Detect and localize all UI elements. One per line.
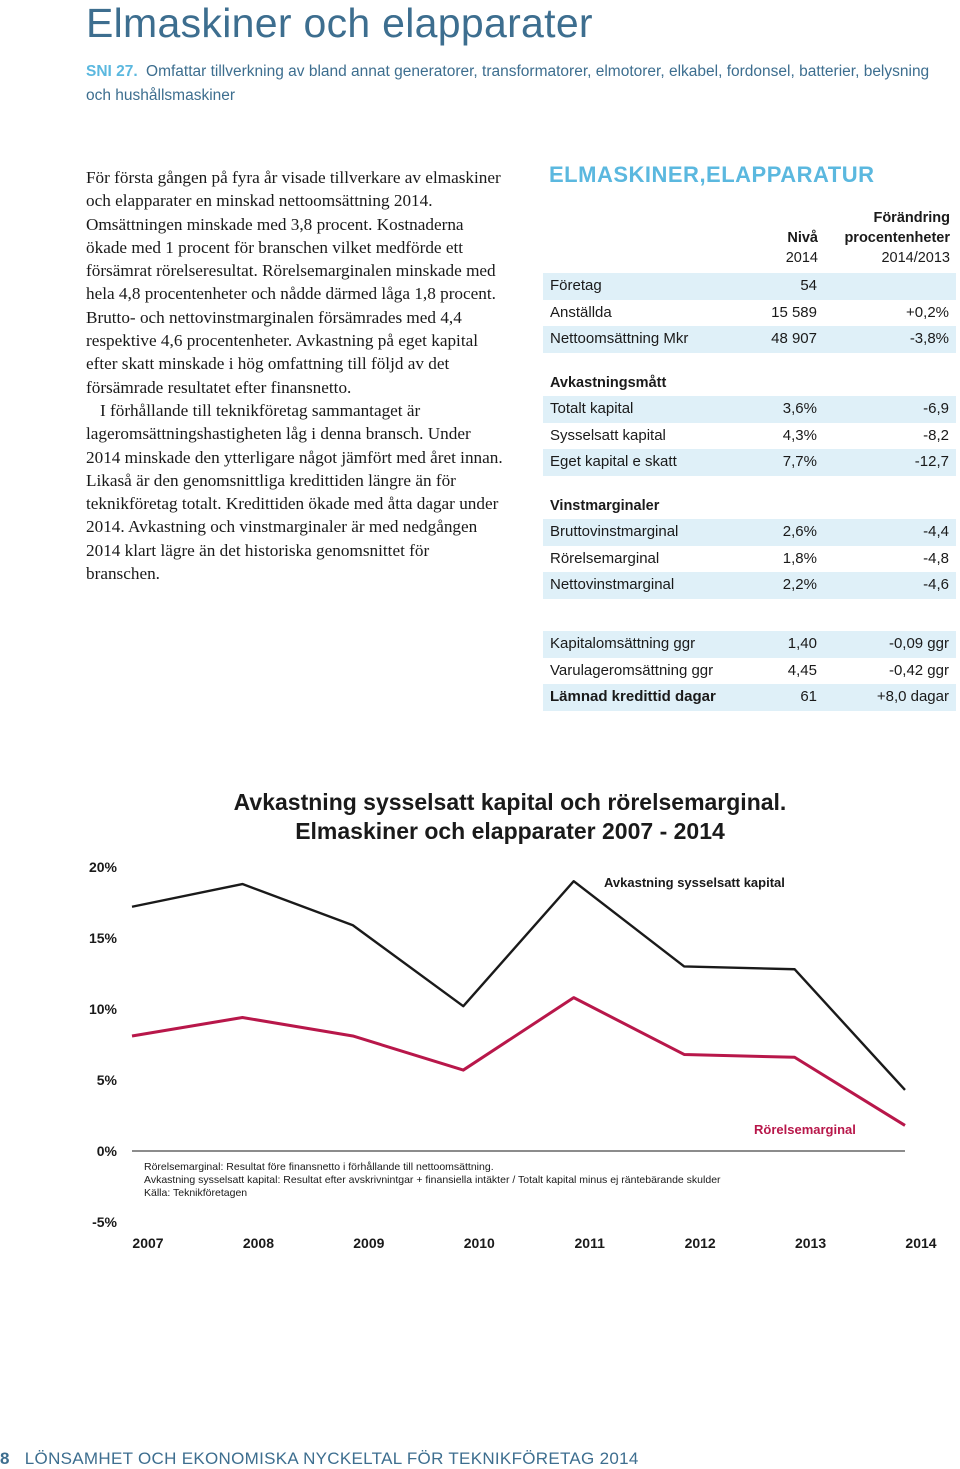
table-row xyxy=(543,423,956,450)
x-tick-label: 2007 xyxy=(132,1235,164,1251)
row-change: -4,8 xyxy=(923,549,949,567)
chart-note-3: Källa: Teknikföretagen xyxy=(144,1187,248,1199)
table-group-1 xyxy=(543,273,956,353)
table-row xyxy=(543,326,956,353)
body-paragraph-1: För första gången på fyra år visade tillverkare av elmaskiner och elapparater en minskad nettoomsättning 2014. Omsättningen minskade med 3,8 procent. Kostnaderna ökade med 1 procent för branschen vilket medförde ett försämrat rörelseresultat. Rörelsemarginalen minskade med hela 4,8 procentenheter och nådde därmed låga 1,8 procent. Brutto- och nettovinstmarginalen försämrades med 4,4 respektive 4,6 procentenheter. Avkastning på eget kapital efter skatt minskade i hög omfattning till följd av det försämrade resultatet efter finansnetto. xyxy=(86,168,501,397)
sni-intro xyxy=(86,60,946,108)
y-tick-label: 0% xyxy=(96,1143,117,1159)
row-label: Företag xyxy=(550,277,602,294)
row-level: 7,7% xyxy=(782,453,817,471)
row-level: 4,3% xyxy=(782,426,817,444)
series-line-operating-margin xyxy=(132,998,905,1126)
table-row xyxy=(543,658,956,685)
row-level: 2,6% xyxy=(782,523,817,540)
series-label-margin: Rörelsemarginal xyxy=(754,1122,856,1137)
x-axis xyxy=(132,1235,936,1251)
table-group-3 xyxy=(543,493,956,599)
series-label-roce: Avkastning sysselsatt kapital xyxy=(604,875,785,890)
y-tick-label: 5% xyxy=(96,1072,117,1088)
chart-title-line1: Avkastning sysselsatt kapital och rörelsemarginal. xyxy=(233,789,787,815)
row-change: -8,2 xyxy=(923,426,949,444)
footer-text: LÖNSAMHET OCH EKONOMISKA NYCKELTAL FÖR TEKNIKFÖRETAG 2014 xyxy=(24,1449,639,1468)
x-tick-label: 2009 xyxy=(353,1235,385,1251)
column-head-level-line2: 2014 xyxy=(785,250,818,266)
row-label: Kapitalomsättning ggr xyxy=(550,635,696,652)
column-head-change-line2: procentenheter xyxy=(844,230,950,246)
row-label: Sysselsatt kapital xyxy=(550,426,666,444)
table-row xyxy=(543,273,956,300)
row-level: 61 xyxy=(800,688,817,706)
x-tick-label: 2014 xyxy=(905,1235,937,1251)
table-row xyxy=(543,572,956,599)
row-change: -0,09 ggr xyxy=(888,635,949,652)
footer xyxy=(0,1449,639,1469)
page-title: Elmaskiner och elapparater xyxy=(86,0,593,46)
row-label: Anställda xyxy=(550,303,612,321)
row-label: Eget kapital e skatt xyxy=(550,453,677,471)
x-tick-label: 2012 xyxy=(684,1235,716,1251)
row-level: 2,2% xyxy=(782,576,817,594)
row-change: -6,9 xyxy=(923,400,949,417)
section-heading: Vinstmarginaler xyxy=(550,498,660,514)
body-text xyxy=(86,166,506,585)
row-level: 1,8% xyxy=(782,549,817,567)
table-row xyxy=(543,631,956,658)
column-head-change-line1: Förändring xyxy=(873,210,950,226)
row-label: Lämnad kredittid dagar xyxy=(550,688,716,706)
sni-description: Omfattar tillverkning av bland annat generatorer, transformatorer, elmotorer, elkabel, fordonsel, batterier, belysning och hushållsmaskiner xyxy=(86,63,930,104)
y-tick-label: -5% xyxy=(92,1214,117,1230)
body-paragraph-2: I förhållande till teknikföretag sammantaget är lageromsättningshastigheten låg i denna bransch. Under 2014 minskade den ytterligare något jämfört med året innan. Likaså är den genomsnittliga kredittiden längre än för teknikföretag totalt. Kredittiden ökade med åtta dagar under 2014. Avkastning och vinstmarginaler är med nedgången 2014 klart lägre än det historiska genomsnittet för branschen. xyxy=(86,400,503,584)
table-row xyxy=(543,684,956,711)
row-label: Rörelsemarginal xyxy=(550,549,660,567)
section-heading: Avkastningsmått xyxy=(550,375,667,391)
x-tick-label: 2008 xyxy=(242,1235,275,1251)
row-change: -0,42 ggr xyxy=(888,661,949,679)
row-level: 1,40 xyxy=(787,635,817,652)
row-level: 3,6% xyxy=(782,400,817,417)
table-row xyxy=(543,396,956,423)
row-label: Nettovinstmarginal xyxy=(550,576,675,594)
row-change: +0,2% xyxy=(906,303,949,321)
table-group-2 xyxy=(543,370,956,476)
table-title: ELMASKINER,ELAPPARATUR xyxy=(549,162,875,187)
row-label: Bruttovinstmarginal xyxy=(550,523,679,540)
row-label: Nettoomsättning Mkr xyxy=(550,330,689,348)
sni-code: SNI 27. xyxy=(86,63,138,80)
column-head-level-line1: Nivå xyxy=(787,230,818,246)
x-tick-label: 2013 xyxy=(794,1235,827,1251)
page-number: 8 xyxy=(0,1449,10,1468)
line-chart xyxy=(0,840,960,1260)
series-group xyxy=(132,881,905,1125)
table-row xyxy=(543,449,956,476)
table-row xyxy=(543,519,956,546)
row-level: 4,45 xyxy=(787,661,817,679)
row-level: 15 589 xyxy=(771,303,817,321)
row-change: -4,6 xyxy=(923,576,949,594)
table-row xyxy=(543,300,956,327)
row-label: Totalt kapital xyxy=(550,400,634,417)
row-level: 54 xyxy=(800,277,817,294)
row-change: -12,7 xyxy=(914,453,949,471)
table-group-4 xyxy=(543,631,956,711)
y-axis xyxy=(89,859,118,1230)
column-head-change-line3: 2014/2013 xyxy=(881,250,950,266)
x-tick-label: 2011 xyxy=(574,1235,605,1251)
column-head-level xyxy=(760,228,818,268)
row-label: Varulageromsättning ggr xyxy=(550,661,714,679)
y-tick-label: 20% xyxy=(88,859,117,875)
chart-note-2: Avkastning sysselsatt kapital: Resultat efter avskrivnintgar + finansiella intäkter / Totalt kapital minus ej räntebärande skulder xyxy=(144,1174,721,1186)
chart-title-line2: Elmaskiner och elapparater 2007 - 2014 xyxy=(295,818,725,844)
row-change: +8,0 dagar xyxy=(876,688,949,706)
row-change: -4,4 xyxy=(923,523,949,540)
x-tick-label: 2010 xyxy=(463,1235,495,1251)
row-level: 48 907 xyxy=(771,330,817,348)
y-tick-label: 10% xyxy=(88,1001,117,1017)
column-head-change xyxy=(820,208,950,268)
chart-title xyxy=(140,788,880,846)
chart-note-1: Rörelsemarginal: Resultat före finansnetto i förhållande till nettoomsättning. xyxy=(144,1161,494,1173)
table-row xyxy=(543,546,956,573)
row-change: -3,8% xyxy=(909,330,949,348)
y-tick-label: 15% xyxy=(88,930,117,946)
